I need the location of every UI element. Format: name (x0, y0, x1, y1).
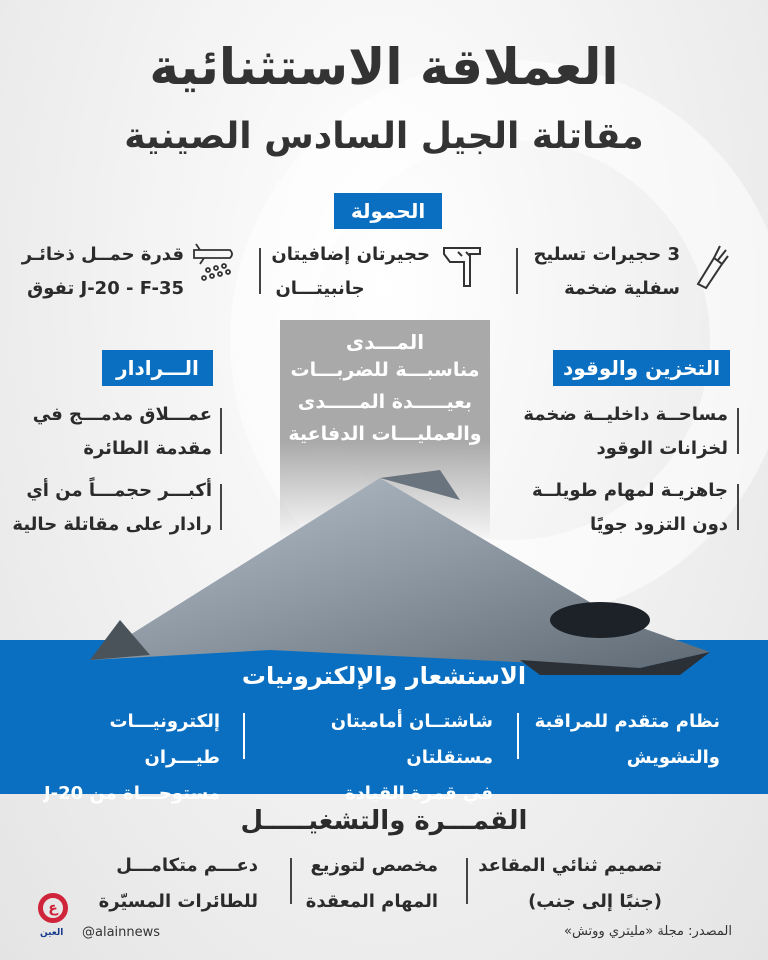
divider (220, 408, 222, 454)
sensors-item-2-line2: في قمرة القيادة (344, 783, 493, 804)
range-line-2: بعيـــــدة المـــــدى (297, 391, 473, 413)
payload-item-3-line1: قدرة حمــل ذخائـر (21, 244, 184, 265)
sensors-item-3-line2: مستوحـــاة من J-20 (43, 783, 220, 804)
payload-item-1-line2: سفلية ضخمة (564, 278, 680, 299)
payload-item-3 (14, 238, 184, 306)
payload-item-1 (500, 238, 680, 306)
payload-item-2-line2: جانبيتـــان (275, 278, 365, 299)
radar-tag: الـــرادار (102, 350, 213, 386)
sensors-item-3 (30, 704, 220, 812)
sensors-item-1-line1: نظام متقدم للمراقبة (534, 711, 720, 732)
sensors-item-2 (253, 704, 493, 812)
cockpit-item-3 (88, 848, 258, 920)
cockpit-title: القمـــرة والتشغيـــــل (240, 806, 528, 836)
radar-item-1-line1: عمـــلاق مدمـــج في (32, 404, 212, 425)
payload-item-2-line1: حجيرتان إضافيتان (271, 244, 430, 265)
radar-item-1-line2: مقدمة الطائرة (83, 438, 212, 459)
cockpit-item-1-line1: تصميم ثنائي المقاعد (478, 855, 662, 876)
bomb-icon (690, 240, 730, 290)
divider (290, 858, 292, 904)
divider (737, 408, 739, 454)
radar-item-2-line1: أكبـــر حجمـــاً من أي (26, 480, 212, 501)
storage-item-1 (508, 398, 728, 466)
radar-item-1 (12, 398, 212, 466)
divider (259, 248, 261, 294)
plane-munitions-icon (190, 240, 236, 290)
cockpit-item-1-line2: (جنبًا إلى جنب) (528, 891, 662, 912)
source-credit: المصدر: مجلة «مليتري ووتش» (564, 924, 732, 939)
social-handle: @alainnews (82, 925, 161, 940)
divider (243, 713, 245, 759)
payload-item-3-line2: تفوق J-20 - F-35 (27, 278, 184, 299)
storage-tag: التخزين والوقود (553, 350, 730, 386)
cockpit-item-2-line2: المهام المعقدة (305, 891, 438, 912)
side-bay-icon (440, 242, 484, 292)
range-line-3: والعمليـــات الدفاعية (288, 423, 482, 445)
payload-item-2 (250, 238, 430, 306)
cockpit-item-3-line2: للطائرات المسيّرة (98, 891, 258, 912)
divider (466, 858, 468, 904)
storage-item-2-line1: جاهزيـة لمهام طويلــة (532, 480, 728, 501)
storage-item-1-line2: لخزانات الوقود (596, 438, 728, 459)
cockpit-item-2-line1: مخصص لتوزيع (310, 855, 438, 876)
cockpit-item-1 (462, 848, 662, 920)
sensors-item-1-line2: والتشويش (626, 747, 720, 768)
storage-item-2-line2: دون التزود جويًا (590, 514, 728, 535)
cockpit-item-2 (278, 848, 438, 920)
sensors-item-2-line1: شاشتــان أماميتان مستقلتان (330, 711, 493, 768)
sensors-title: الاستشعار والإلكترونيات (241, 662, 527, 690)
sensors-item-3-line1: إلكترونيـــات طيـــران (109, 711, 220, 768)
divider (737, 484, 739, 530)
range-title: المـــدى (345, 330, 425, 354)
storage-item-1-line1: مساحــة داخليــة ضخمة (523, 404, 728, 425)
logo-text: العين (40, 928, 64, 938)
payload-item-1-line1: 3 حجيرات تسليح (533, 244, 680, 265)
range-line-1: مناسبـــة للضربـــات (290, 359, 480, 381)
fighter-jet-image (80, 470, 720, 680)
page-subtitle: مقاتلة الجيل السادس الصينية (124, 116, 644, 157)
page-title: العملاقة الاستثنائية (149, 38, 619, 96)
alain-logo-icon: ع (38, 893, 68, 923)
cockpit-item-3-line1: دعـــم متكامـــل (116, 855, 258, 876)
sensors-item-1 (510, 704, 720, 776)
divider (516, 248, 518, 294)
divider (517, 713, 519, 759)
payload-tag: الحمولة (334, 193, 442, 229)
radar-item-2-line2: رادار على مقاتلة حالية (12, 514, 212, 535)
